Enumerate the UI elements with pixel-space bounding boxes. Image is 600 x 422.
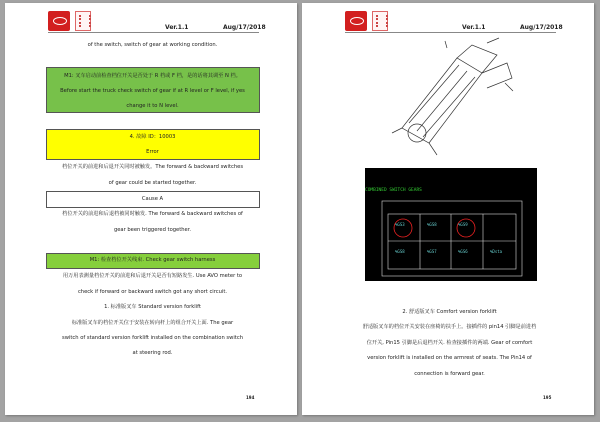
error-label: Error [146,149,159,155]
cause-desc: gear been triggered together. [113,227,192,233]
page-number: 195 [543,395,552,400]
intro-text: of the switch, switch of gear at working condition. [87,42,218,48]
cad-cell-label: %GS9 [458,222,468,227]
section-heading: 1. 标准版叉车 Standard version forklift [104,304,201,310]
company-seal-logo [75,11,91,31]
body-line: at steering rod. [132,350,173,356]
body-line: 用万用表测量档位开关的前进和后退开关是否有短路发生. Use AVO meter to [62,273,243,279]
header-divider [48,32,259,33]
body-line: 位开关, Pin15 引脚是后退档开关. 检查接插件的两端. Gear of comfort [366,340,533,346]
cause-title: Cause A [141,196,164,202]
combination-switch-drawing [387,33,517,158]
brand-logo [345,11,367,31]
cad-cell-label: %GS8 [395,249,405,254]
cad-cell-label: %GS7 [427,249,437,254]
body-line: check if forward or backward switch got any short circuit. [77,289,228,295]
cad-cell-label: %Dsta [490,249,503,254]
document-page-left [5,3,297,415]
body-line: version forklift is installed on the armrest of seats. The Pin14 of [367,355,532,361]
section-heading: 2. 舒适版叉车 Comfort version forklift [402,309,497,315]
m1-check-title: M1: 检查档位开关线束. Check gear switch harness [89,257,216,263]
document-page-right [302,3,594,415]
cad-title: COMBINED SWITCH GEARS [365,188,422,193]
m1-line: change it to N level. [126,103,179,109]
version-label: Ver.1.1 [462,24,486,31]
body-line: 舒适版叉车的档位开关安装在座椅的扶手上。接插件的 pin14 引脚是前进档 [362,324,537,330]
cad-cell-label: %GS3 [395,222,405,227]
m1-line: M1: 叉车启动前检查档位开关是否处于 R 档或 F 档，是的话将其调至 N 档。 [64,73,241,79]
date-label: Aug/17/2018 [223,24,266,31]
m1-line: Before start the truck check switch of gear if at R level or F level, if yes [60,88,245,94]
page-number: 194 [246,395,255,400]
combined-switch-gears-diagram [365,168,537,281]
body-line: 标准版叉车的档位开关位于安装在转向杆上的组合开关上面. The gear [71,320,234,326]
brand-logo [48,11,70,31]
error-desc: 档位开关的前进和后退开关同时被触发。The forward & backward switches [61,164,244,170]
cause-desc: 档位开关的前进和后退档被同时触发. The forward & backward switches of [62,211,243,217]
error-title: 4. 故障 ID：10003 [129,134,176,140]
version-label: Ver.1.1 [165,24,189,31]
body-line: switch of standard version forklift installed on the combination switch [62,335,243,341]
error-desc: of gear could be started together. [108,180,197,186]
cad-cell-label: %GS8 [427,222,437,227]
company-seal-logo [372,11,388,31]
cad-cell-label: %GS6 [458,249,468,254]
body-line: connection is forward gear. [414,371,485,377]
date-label: Aug/17/2018 [520,24,563,31]
